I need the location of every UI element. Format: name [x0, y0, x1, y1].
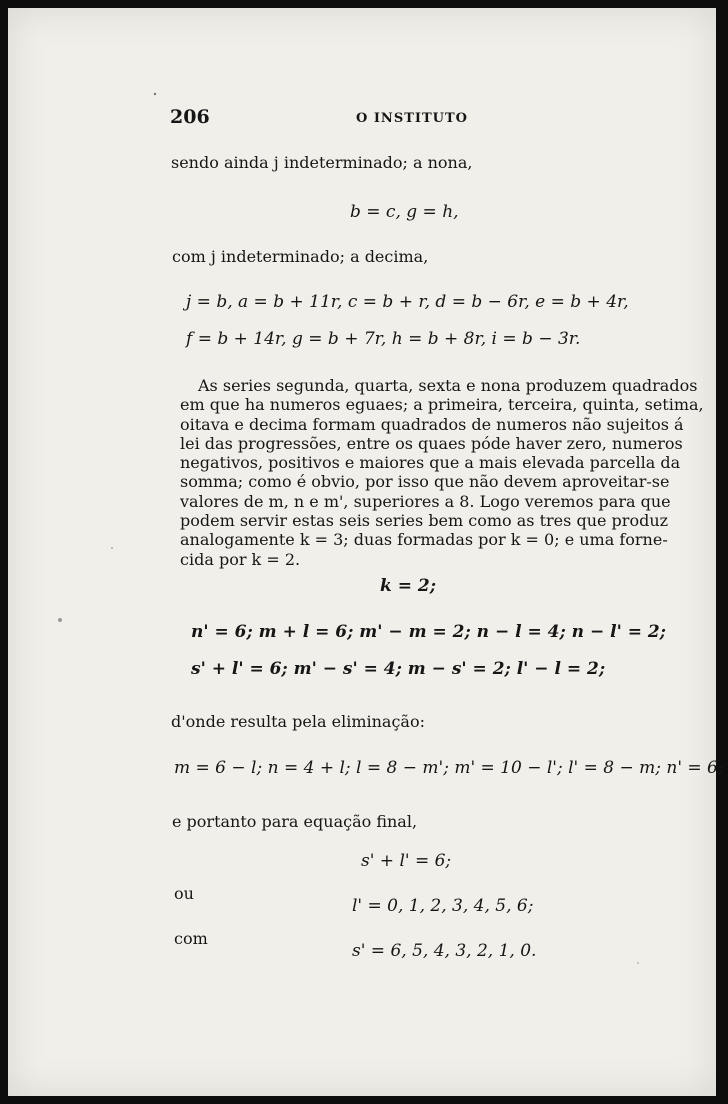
text-line-portanto: e portanto para equação final,	[172, 812, 418, 831]
page-number: 206	[170, 106, 210, 128]
text-line-sendo: sendo ainda j indeterminado; a nona,	[171, 153, 473, 172]
text-line-donde: d'onde resulta pela eliminação:	[171, 712, 425, 731]
equation-system-2: s' + l' = 6; m' − s' = 4; m − s' = 2; l' − l = 2;	[191, 659, 606, 679]
paragraph-line: em que ha numeros eguaes; a primeira, terceira, quinta, setima,	[180, 395, 704, 415]
equation-k: k = 2;	[380, 576, 436, 596]
paragraph-line: podem servir estas seis series bem como as tres que produz	[180, 511, 669, 531]
equation-nona: b = c, g = h,	[350, 202, 459, 222]
text-line-com: com j indeterminado; a decima,	[172, 247, 429, 266]
equation-final-3: s' = 6, 5, 4, 3, 2, 1, 0.	[352, 941, 537, 961]
speck	[111, 547, 113, 549]
speck	[58, 618, 62, 622]
speck	[637, 962, 639, 964]
paragraph-line: valores de m, n e m', superiores a 8. Logo veremos para que	[180, 491, 671, 511]
paragraph-series	[180, 376, 704, 569]
label-ou: ou	[174, 884, 194, 903]
equation-system-1: n' = 6; m + l = 6; m' − m = 2; n − l = 4; n − l' = 2;	[191, 622, 666, 642]
equation-final-2: l' = 0, 1, 2, 3, 4, 5, 6;	[352, 896, 534, 916]
paragraph-line: negativos, positivos e maiores que a mais elevada parcella da	[180, 453, 681, 473]
equation-decima-2: f = b + 14r, g = b + 7r, h = b + 8r, i = b − 3r.	[186, 329, 581, 349]
equation-final-1: s' + l' = 6;	[361, 851, 452, 871]
running-title: O INSTITUTO	[356, 111, 468, 126]
equation-elimination: m = 6 − l; n = 4 + l; l = 8 − m'; m' = 10 − l'; l' = 8 − m; n' = 6;	[174, 758, 724, 778]
paragraph-line: oitava e decima formam quadrados de numeros não sujeitos á	[180, 414, 684, 434]
paragraph-line: somma; como é obvio, por isso que não devem aproveitar-se	[180, 472, 670, 492]
equation-decima-1: j = b, a = b + 11r, c = b + r, d = b − 6r, e = b + 4r,	[186, 292, 629, 312]
paragraph-line: lei das progressões, entre os quaes póde haver zero, numeros	[180, 433, 683, 453]
speck	[154, 93, 156, 95]
paragraph-line: analogamente k = 3; duas formadas por k = 0; e uma forne-	[180, 530, 668, 550]
scanned-page	[8, 8, 724, 1096]
paragraph-line: As series segunda, quarta, sexta e nona produzem quadrados	[198, 376, 698, 395]
label-com: com	[174, 929, 208, 948]
paragraph-line: cida por k = 2.	[180, 549, 301, 569]
